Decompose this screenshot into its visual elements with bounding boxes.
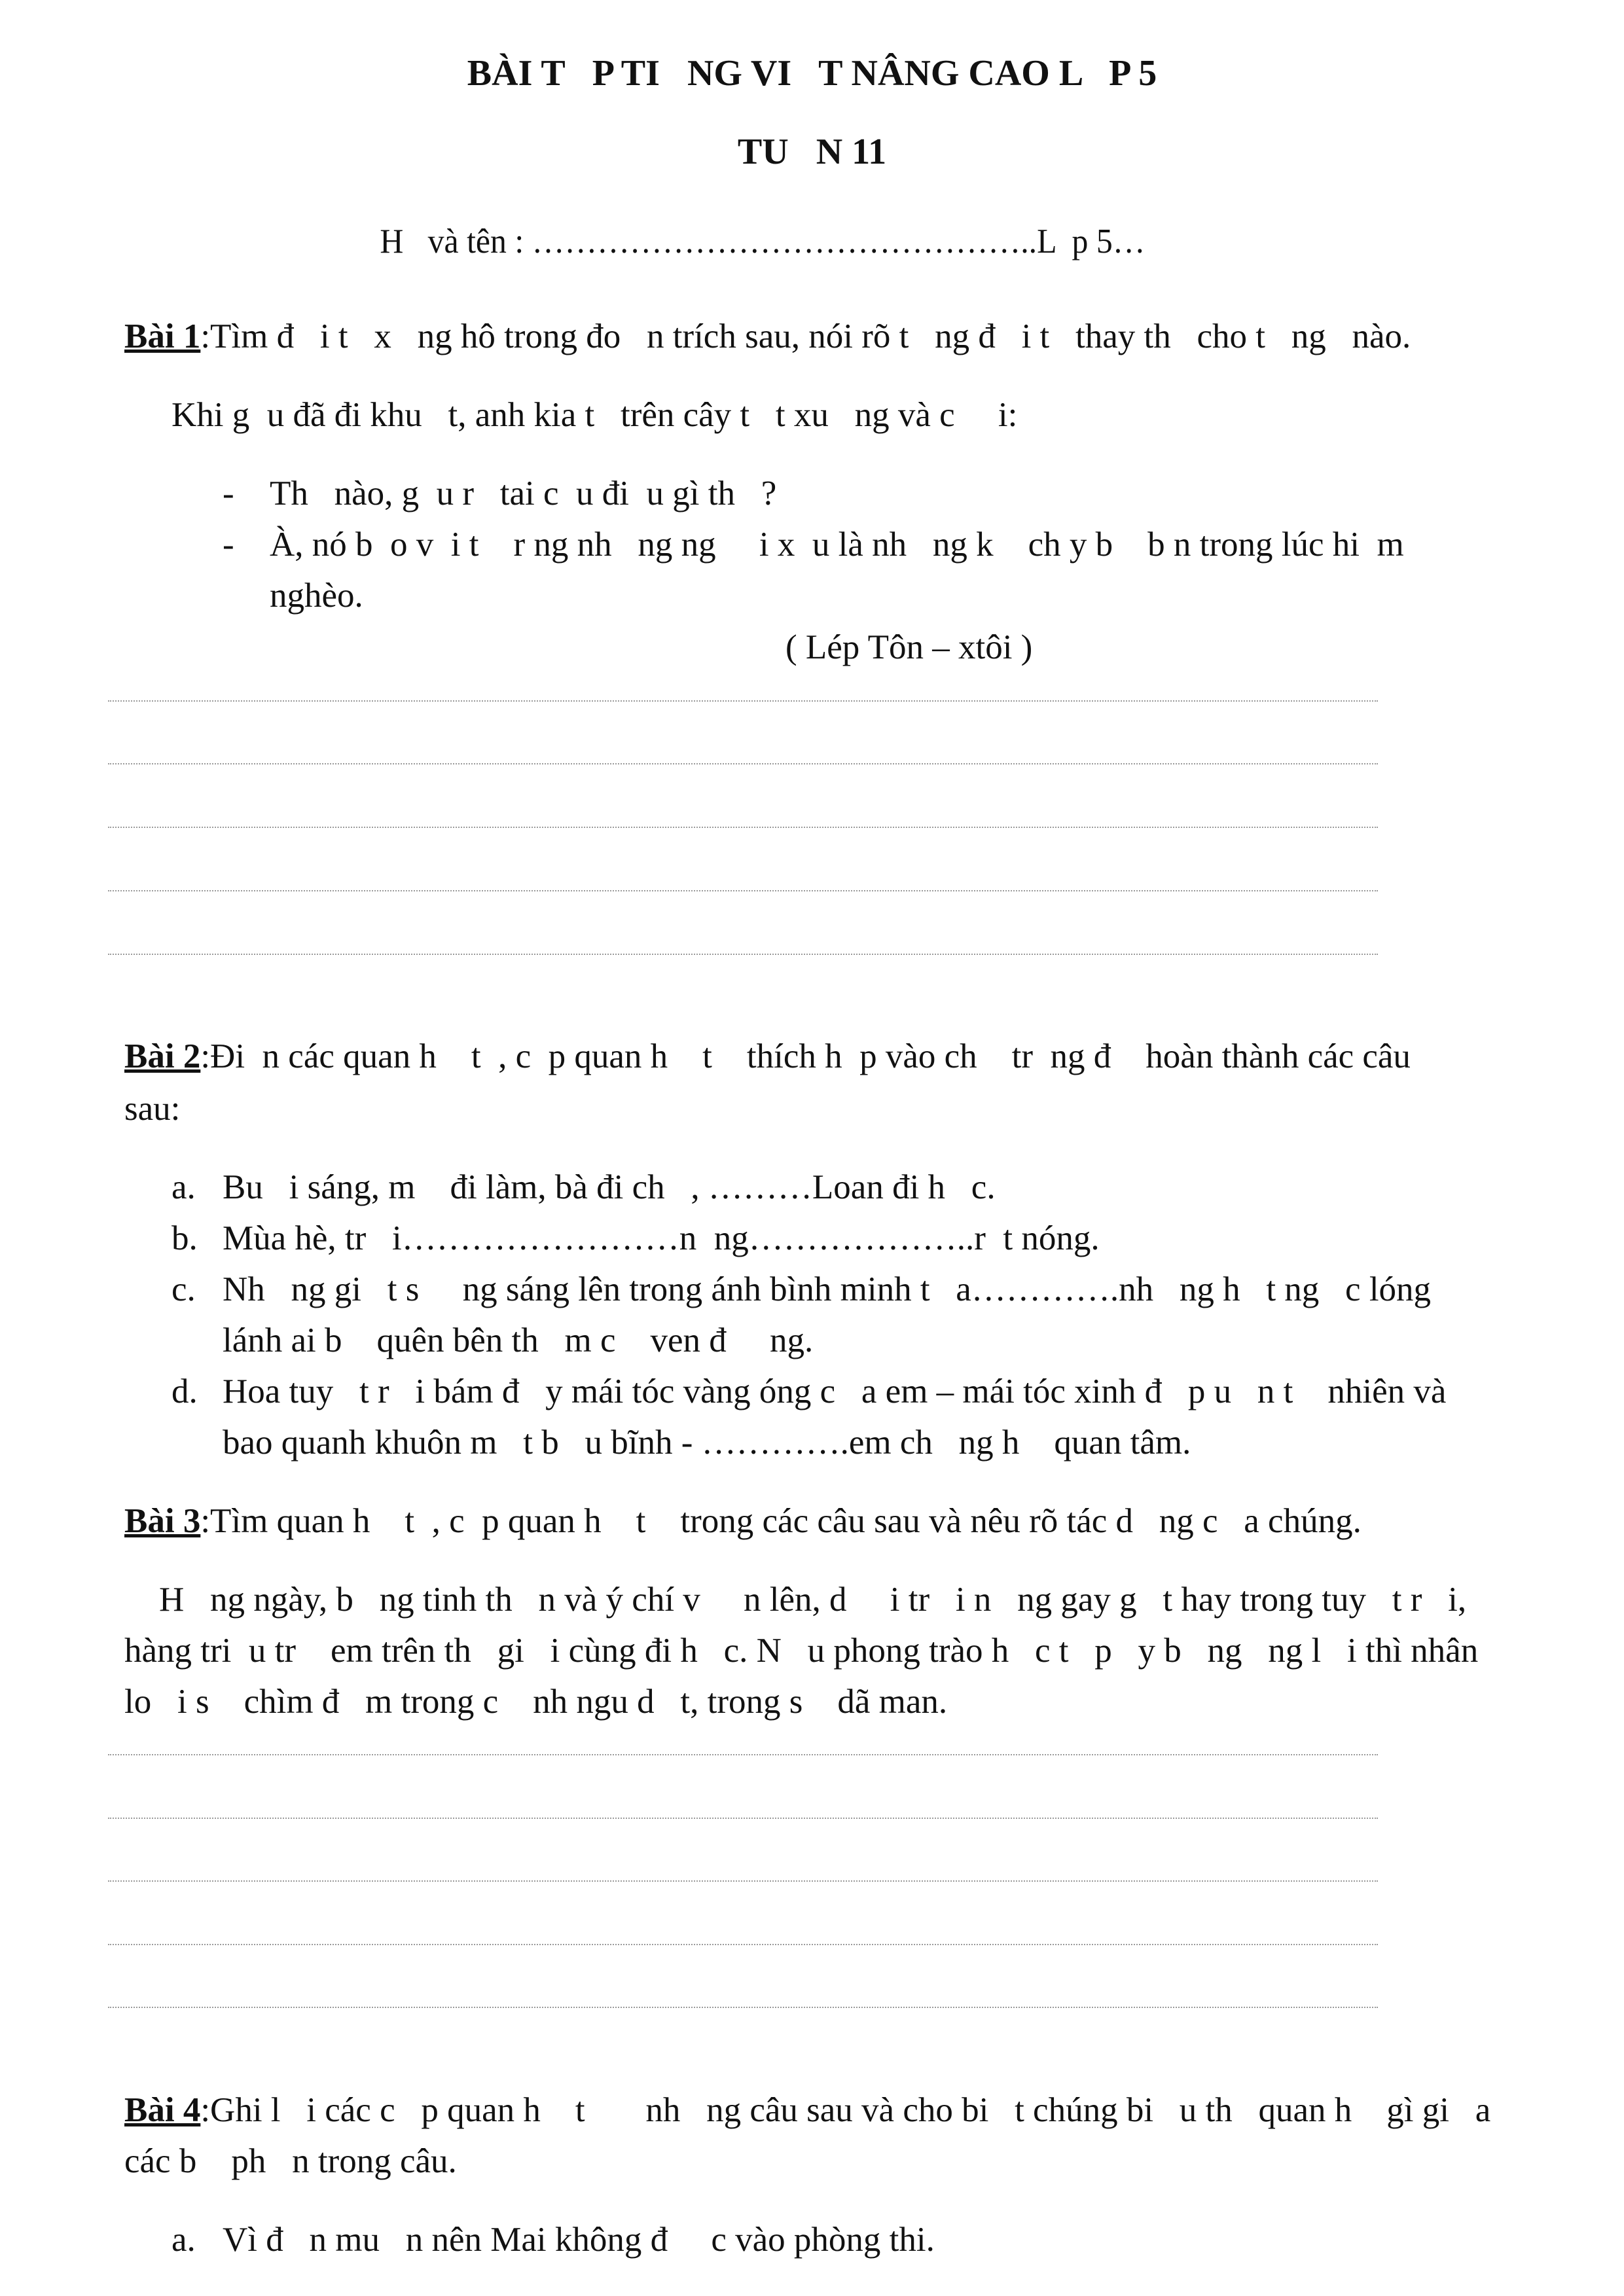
fill-blank-item: Hoa tuy t r i bám đ y mái tóc vàng óng c a em – mái tóc xinh đ p u n t nhiên và	[223, 1372, 1447, 1410]
exercise-1-intro: Khi g u đã đi khu t, anh kia t trên cây t t xu ng và c i:	[171, 396, 1018, 434]
exercise-3-paragraph-line: H ng ngày, b ng tinh th n và ý chí v n lên, d i tr i n ng gay g t hay trong tuy t r i,	[124, 1581, 1467, 1619]
answer-line	[108, 954, 1378, 955]
exercise-1-prompt	[124, 311, 1411, 362]
dialogue-line-continued: nghèo.	[270, 577, 363, 615]
answer-line	[108, 2007, 1378, 2008]
excerpt-source: ( Lép Tôn – xtôi )	[785, 628, 1033, 666]
fill-blank-item-continued: lánh ai b quên bên th m c ven đ ng.	[223, 1321, 814, 1359]
fill-blank-item: Nh ng gi t s ng sáng lên trong ánh bình minh t a………….nh ng h t ng c lóng	[223, 1270, 1432, 1308]
exercise-3-paragraph-line: hàng tri u tr em trên th gi i cùng đi h c. N u phong trào h c t p y b ng ng l i thì nhân	[124, 1632, 1479, 1670]
dialogue-line: À, nó b o v i t r ng nh ng ng i x u là nh ng k ch y b b n trong lúc hi m	[270, 526, 1404, 564]
worksheet-title: BÀI T P TI NG VI T NÂNG CAO L P 5	[467, 53, 1157, 94]
answer-line	[108, 1818, 1378, 1819]
name-class-line: H và tên : ………………………………………..L p 5…	[380, 223, 1146, 260]
item-marker: b.	[171, 1219, 198, 1257]
item-marker: a.	[171, 2221, 196, 2259]
exercise-4-text: :Ghi l i các c p quan h t nh ng câu sau và cho bi t chúng bi u th quan h gì gi a	[200, 2091, 1491, 2129]
exercise-1-label: Bài 1	[124, 317, 201, 355]
exercise-3-prompt	[124, 1496, 1362, 1547]
analysis-item: Vì đ n mu n nên Mai không đ c vào phòng thi.	[223, 2221, 935, 2259]
fill-blank-item-continued: bao quanh khuôn m t b u bĩnh - ………….em ch ng h quan tâm.	[223, 1424, 1191, 1462]
item-marker: d.	[171, 1372, 198, 1410]
fill-blank-item: Mùa hè, tr i……………………n ng………………..r t nóng.	[223, 1219, 1100, 1257]
dialogue-line: Th nào, g u r tai c u đi u gì th ?	[270, 475, 777, 512]
exercise-2-prompt	[124, 1031, 1411, 1082]
answer-line	[108, 1880, 1378, 1882]
item-marker: a.	[171, 1168, 196, 1206]
dialogue-dash: -	[223, 526, 234, 564]
week-label: TU N 11	[737, 132, 887, 172]
exercise-4-prompt-continued: các b ph n trong câu.	[124, 2142, 457, 2180]
answer-line	[108, 1944, 1378, 1945]
exercise-1-text: :Tìm đ i t x ng hô trong đo n trích sau, nói rõ t ng đ i t thay th cho t ng nào.	[200, 317, 1411, 355]
answer-line	[108, 890, 1378, 891]
answer-line	[108, 827, 1378, 828]
answer-line	[108, 1754, 1378, 1755]
exercise-2-prompt-continued: sau:	[124, 1090, 181, 1128]
answer-line	[108, 763, 1378, 764]
exercise-3-text: :Tìm quan h t , c p quan h t trong các câu sau và nêu rõ tác d ng c a chúng.	[200, 1502, 1362, 1540]
dialogue-dash: -	[223, 475, 234, 512]
item-marker: c.	[171, 1270, 196, 1308]
exercise-3-paragraph-line: lo i s chìm đ m trong c nh ngu d t, trong s dã man.	[124, 1683, 948, 1721]
exercise-2-text: :Đi n các quan h t , c p quan h t thích h p vào ch tr ng đ hoàn thành các câu	[200, 1037, 1411, 1075]
answer-line	[108, 700, 1378, 702]
exercise-4-label: Bài 4	[124, 2091, 201, 2129]
exercise-4-prompt	[124, 2085, 1490, 2136]
exercise-2-label: Bài 2	[124, 1037, 201, 1075]
fill-blank-item: Bu i sáng, m đi làm, bà đi ch , ………Loan đi h c.	[223, 1168, 996, 1206]
exercise-3-label: Bài 3	[124, 1502, 201, 1540]
